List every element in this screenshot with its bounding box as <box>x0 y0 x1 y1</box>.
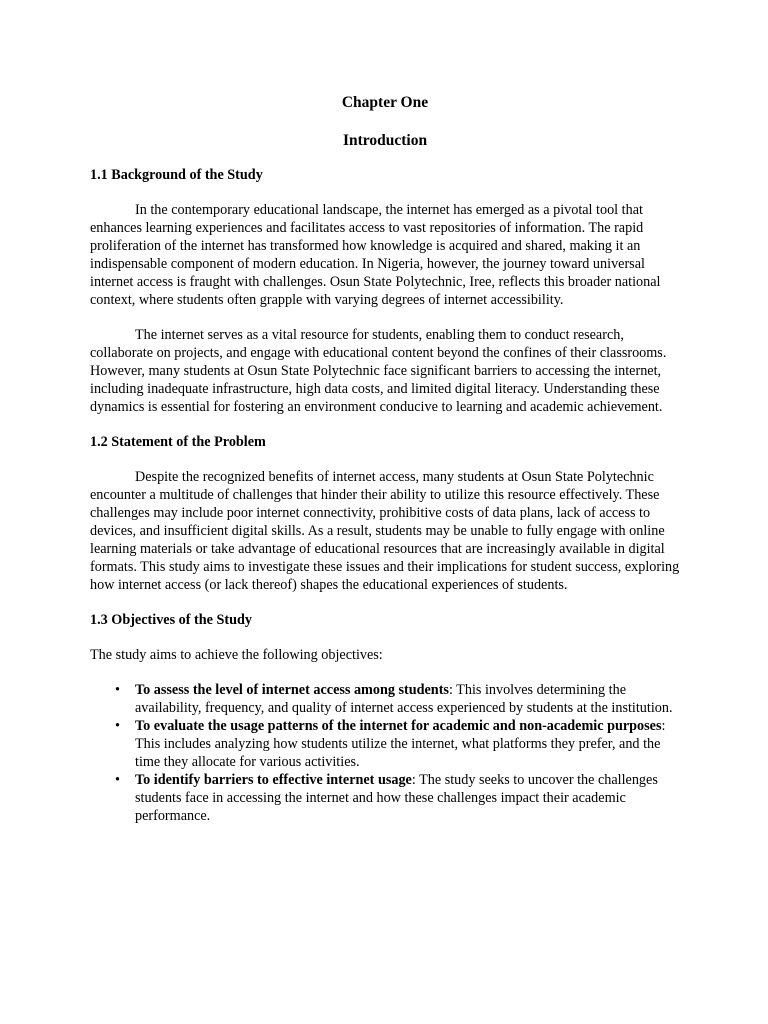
objectives-list <box>90 681 680 825</box>
list-item <box>115 717 680 771</box>
bullet-icon: • <box>115 718 120 734</box>
problem-paragraph: Despite the recognized benefits of internet access, many students at Osun State Polytechnic encounter a multitude of challenges that hinder their ability to utilize this resource effectively. These challenges may include poor internet connectivity, prohibitive costs of data plans, lack of access to devices, and insufficient digital skills. As a result, students may be unable to fully engage with online learning materials or take advantage of educational resources that are increasingly available in digital formats. This study aims to investigate these issues and their implications for student success, exploring how internet access (or lack thereof) shapes the educational experiences of students. <box>90 469 680 593</box>
objective-title: To assess the level of internet access among students <box>135 682 449 698</box>
background-paragraph-2: The internet serves as a vital resource for students, enabling them to conduct research, collaborate on projects, and engage with educational content beyond the confines of their classrooms. However, many students at Osun State Polytechnic face significant barriers to accessing the internet, including inadequate infrastructure, high data costs, and limited digital literacy. Understanding these dynamics is essential for fostering an environment conducive to learning and academic achievement. <box>90 327 667 415</box>
bullet-icon: • <box>115 772 120 788</box>
bullet-icon: • <box>115 682 120 698</box>
chapter-title: Chapter One <box>341 94 429 111</box>
objective-text: : The study seeks to uncover the challenges students face in accessing the internet and how these challenges impact their academic performance. <box>135 772 658 824</box>
objective-title: To evaluate the usage patterns of the internet for academic and non-academic purposes <box>135 718 662 734</box>
list-item <box>115 771 680 825</box>
objective-title: To identify barriers to effective internet usage <box>135 772 412 788</box>
objective-text: : This includes analyzing how students utilize the internet, what platforms they prefer, and the time they allocate for various activities. <box>135 718 666 770</box>
list-item <box>115 681 680 717</box>
objectives-intro: The study aims to achieve the following objectives: <box>90 647 383 663</box>
objective-text: : This involves determining the availability, frequency, and quality of internet access experienced by students at the institution. <box>135 682 673 716</box>
document-page <box>90 92 680 825</box>
section-heading-objectives: 1.3 Objectives of the Study <box>90 612 252 628</box>
background-paragraph-1: In the contemporary educational landscape, the internet has emerged as a pivotal tool that enhances learning experiences and facilitates access to vast repositories of information. The rapid proliferation of the internet has transformed how knowledge is acquired and shared, making it an indispensable component of modern education. In Nigeria, however, the journey toward universal internet access is fraught with challenges. Osun State Polytechnic, Iree, reflects this broader national context, where students often grapple with varying degrees of internet accessibility. <box>90 202 661 308</box>
section-heading-problem: 1.2 Statement of the Problem <box>90 434 266 450</box>
section-heading-background: 1.1 Background of the Study <box>90 167 263 183</box>
introduction-title: Introduction <box>342 132 428 149</box>
